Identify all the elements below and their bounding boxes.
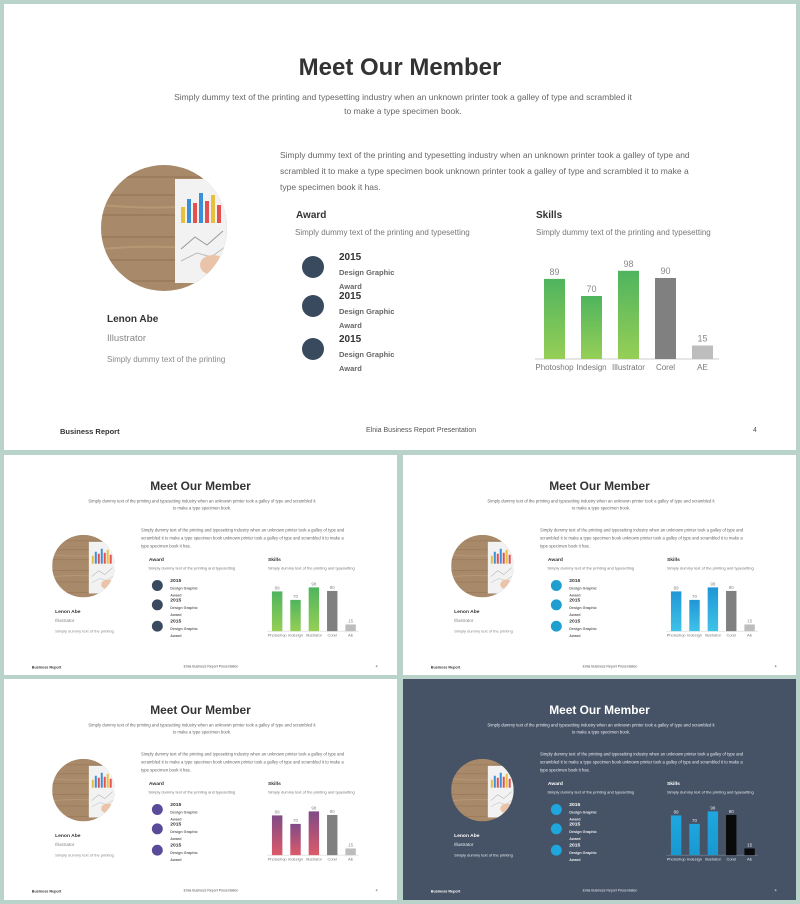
- award-year: 2015: [170, 842, 182, 849]
- award-year: 2015: [339, 291, 362, 302]
- award-label: Design Graphic Award: [170, 605, 198, 617]
- category-label: Photoshop: [666, 856, 686, 862]
- member-name: Lenon Abe: [454, 832, 480, 839]
- member-photo: [52, 535, 115, 598]
- footer-center: Elnia Business Report Presentation: [183, 664, 239, 669]
- footer-center: Elnia Business Report Presentation: [183, 888, 239, 893]
- award-label: Design Graphic Award: [569, 626, 597, 639]
- skills-chart: [529, 254, 729, 376]
- member-name: Lenon Abe: [55, 608, 81, 615]
- category-label: Illustrator: [305, 856, 323, 862]
- award-label: Design Graphic Award: [170, 585, 198, 598]
- member-photo: [52, 759, 115, 822]
- category-label: AE: [746, 632, 753, 638]
- member-name: Lenon Abe: [454, 608, 480, 615]
- slide-content: [403, 679, 796, 900]
- award-label: Design Graphic Award: [170, 809, 198, 822]
- slide-title: Meet Our Member: [298, 54, 502, 81]
- bar-value-label: 89: [673, 585, 679, 591]
- footer-center: Elnia Business Report Presentation: [582, 888, 638, 893]
- member-photo: [451, 759, 514, 822]
- category-label: Indesign: [288, 856, 303, 862]
- bar-value-label: 15: [348, 842, 354, 848]
- page-number: 4: [774, 664, 777, 669]
- skills-heading: Skills: [536, 210, 563, 221]
- bar-ae: [345, 624, 355, 631]
- bar-value-label: 90: [660, 266, 671, 276]
- category-label: Indesign: [576, 363, 607, 372]
- slide-subtitle: Simply dummy text of the printing and typesetting industry when an unknown printer took a galley of type and scrambled it to make a type specimen book.: [88, 722, 316, 735]
- footer-left: Business Report: [31, 664, 62, 670]
- bar-illustrator: [618, 271, 639, 359]
- slide-title: Meet Our Member: [549, 703, 650, 718]
- award-dot: [302, 295, 324, 317]
- slide-subtitle: Simply dummy text of the printing and typesetting industry when an unknown printer took a galley of type and scrambled it to make a type specimen book.: [88, 498, 316, 511]
- award-year: 2015: [569, 842, 581, 849]
- bar-value-label: 15: [747, 618, 753, 624]
- intro-paragraph: Simply dummy text of the printing and typesetting industry when an unknown printer took a galley of type and scrambled it to make a type specimen book unknown printer took a galley of type and scrambled it to make a type specimen book it has.: [140, 751, 345, 773]
- award-dot: [152, 580, 163, 591]
- bar-illustrator: [708, 587, 718, 631]
- bar-value-label: 89: [673, 809, 679, 815]
- award-label: Design Graphic Award: [569, 605, 597, 617]
- bar-photoshop: [544, 279, 565, 359]
- bar-ae: [345, 848, 355, 855]
- member-photo: [451, 535, 514, 598]
- award-heading: Award: [547, 557, 563, 563]
- category-label: Corel: [327, 632, 337, 638]
- bar-value-label: 90: [728, 584, 734, 590]
- award-heading: Award: [148, 557, 164, 563]
- skills-description: Simply dummy text of the printing and typesetting: [267, 790, 355, 795]
- award-year: 2015: [569, 821, 581, 827]
- slide-title: Meet Our Member: [150, 703, 251, 718]
- slide-title: Meet Our Member: [150, 479, 251, 494]
- slide-content: [403, 455, 796, 675]
- slide-content: [4, 679, 397, 900]
- member-description: Simply dummy text of the printing: [454, 853, 513, 858]
- bar-ae: [744, 624, 754, 631]
- member-role: Illustrator: [55, 618, 75, 624]
- bar-value-label: 98: [311, 581, 317, 587]
- award-label: Design Graphic Award: [170, 850, 198, 863]
- bar-corel: [726, 815, 736, 855]
- member-role: Illustrator: [55, 842, 75, 848]
- skills-chart: [265, 579, 364, 640]
- footer-center: Elnia Business Report Presentation: [366, 427, 477, 434]
- bar-value-label: 89: [274, 585, 280, 591]
- category-label: AE: [746, 856, 753, 862]
- member-description: Simply dummy text of the printing: [454, 629, 513, 634]
- member-role: Illustrator: [454, 618, 474, 624]
- category-label: AE: [347, 632, 354, 638]
- intro-paragraph: Simply dummy text of the printing and typesetting industry when an unknown printer took a galley of type and scrambled it to make a type specimen book unknown printer took a galley of type and scrambled it to make a type specimen book it has.: [539, 751, 744, 773]
- footer-left: Business Report: [430, 664, 461, 670]
- bar-value-label: 89: [274, 809, 280, 815]
- member-description: Simply dummy text of the printing: [55, 629, 114, 634]
- award-label: Design Graphic Award: [339, 307, 395, 330]
- award-dot: [152, 845, 163, 856]
- footer-left: Business Report: [60, 427, 120, 436]
- bar-indesign: [581, 296, 602, 359]
- category-label: Illustrator: [704, 632, 722, 638]
- bar-corel: [327, 815, 337, 855]
- skills-description: Simply dummy text of the printing and typesetting: [536, 228, 711, 237]
- award-dot: [551, 621, 562, 632]
- skills-description: Simply dummy text of the printing and typesetting: [666, 790, 754, 795]
- page-number: 4: [774, 888, 777, 893]
- award-year: 2015: [569, 597, 581, 603]
- category-label: Photoshop: [267, 632, 287, 638]
- footer-center: Elnia Business Report Presentation: [582, 664, 638, 669]
- award-label: Design Graphic Award: [170, 626, 198, 639]
- page-number: 4: [753, 427, 757, 434]
- category-label: Illustrator: [305, 632, 323, 638]
- member-role: Illustrator: [107, 333, 147, 344]
- skills-heading: Skills: [666, 557, 680, 563]
- skills-heading: Skills: [267, 557, 281, 563]
- skills-description: Simply dummy text of the printing and typesetting: [666, 566, 754, 571]
- award-description: Simply dummy text of the printing and typesetting: [148, 566, 236, 571]
- bar-value-label: 98: [311, 805, 317, 811]
- bar-photoshop: [671, 591, 681, 631]
- award-year: 2015: [170, 821, 182, 827]
- award-label: Design Graphic Award: [170, 829, 198, 841]
- slide-content: [4, 455, 397, 675]
- award-dot: [152, 804, 163, 815]
- category-label: Corel: [726, 856, 736, 862]
- award-label: Design Graphic Award: [569, 809, 597, 822]
- category-label: Corel: [655, 363, 676, 372]
- category-label: Corel: [726, 632, 736, 638]
- award-dot: [152, 621, 163, 632]
- award-year: 2015: [170, 597, 182, 603]
- footer-left: Business Report: [430, 888, 461, 894]
- award-label: Design Graphic Award: [569, 829, 597, 841]
- bar-corel: [327, 591, 337, 631]
- bar-corel: [726, 591, 736, 631]
- award-description: Simply dummy text of the printing and typesetting: [295, 228, 470, 237]
- intro-paragraph: Simply dummy text of the printing and typesetting industry when an unknown printer took a galley of type and scrambled it to make a type specimen book unknown printer took a galley of type and scrambled it to make a type specimen book it has.: [140, 527, 345, 549]
- bar-value-label: 15: [747, 842, 753, 848]
- category-label: Photoshop: [267, 856, 287, 862]
- bar-value-label: 15: [697, 333, 708, 344]
- award-year: 2015: [569, 578, 581, 584]
- slide-variant-purple: [4, 679, 397, 900]
- category-label: Indesign: [687, 632, 702, 638]
- member-role: Illustrator: [454, 842, 474, 848]
- slide-title: Meet Our Member: [549, 479, 650, 494]
- slide-content: [4, 4, 796, 450]
- bar-illustrator: [309, 811, 319, 855]
- award-dot: [551, 804, 562, 815]
- member-name: Lenon Abe: [55, 832, 81, 839]
- slide-subtitle: Simply dummy text of the printing and typesetting industry when an unknown printer took a galley of type and scrambled it to make a type specimen book.: [487, 722, 715, 735]
- bar-indesign: [689, 824, 699, 855]
- bar-indesign: [290, 824, 300, 855]
- bar-illustrator: [708, 811, 718, 855]
- bar-ae: [744, 848, 754, 855]
- award-year: 2015: [569, 802, 581, 808]
- award-heading: Award: [148, 781, 164, 787]
- award-dot: [302, 256, 324, 278]
- bar-value-label: 90: [329, 808, 335, 814]
- page-number: 4: [375, 664, 378, 669]
- category-label: Illustrator: [612, 363, 645, 372]
- intro-paragraph: Simply dummy text of the printing and typesetting industry when an unknown printer took a galley of type and scrambled it to make a type specimen book unknown printer took a galley of type and scrambled it to make a type specimen book it has.: [539, 527, 744, 549]
- award-dot: [152, 823, 163, 834]
- page-number: 4: [375, 888, 378, 893]
- category-label: Photoshop: [666, 632, 686, 638]
- award-year: 2015: [170, 802, 182, 808]
- bar-photoshop: [272, 591, 282, 631]
- award-label: Design Graphic Award: [569, 585, 597, 598]
- category-label: Indesign: [288, 632, 303, 638]
- award-year: 2015: [170, 618, 182, 625]
- bar-value-label: 98: [710, 581, 716, 587]
- award-heading: Award: [547, 781, 563, 787]
- member-description: Simply dummy text of the printing: [107, 355, 226, 364]
- category-label: Indesign: [687, 856, 702, 862]
- skills-description: Simply dummy text of the printing and typesetting: [267, 566, 355, 571]
- award-dot: [551, 823, 562, 834]
- bar-value-label: 70: [293, 593, 299, 599]
- award-dot: [551, 845, 562, 856]
- bar-photoshop: [272, 815, 282, 855]
- slide-variant-dark: [403, 679, 796, 900]
- bar-value-label: 70: [586, 284, 597, 294]
- slide-variant-blue: [403, 455, 796, 675]
- bar-value-label: 98: [710, 805, 716, 811]
- skills-chart: [664, 579, 763, 640]
- slide-main: [4, 4, 796, 450]
- award-label: Design Graphic Award: [339, 268, 395, 291]
- member-photo: [101, 165, 227, 291]
- bar-value-label: 70: [692, 817, 698, 823]
- award-dot: [302, 338, 324, 360]
- award-heading: Award: [296, 210, 327, 221]
- award-label: Design Graphic Award: [569, 850, 597, 863]
- award-year: 2015: [339, 252, 362, 263]
- slide-variant-green: [4, 455, 397, 675]
- bar-value-label: 70: [293, 817, 299, 823]
- category-label: Corel: [327, 856, 337, 862]
- bar-illustrator: [309, 587, 319, 631]
- bar-indesign: [689, 600, 699, 631]
- bar-value-label: 15: [348, 618, 354, 624]
- skills-chart: [664, 803, 763, 864]
- award-dot: [551, 580, 562, 591]
- slide-subtitle: Simply dummy text of the printing and typesetting industry when an unknown printer took a galley of type and scrambled it to make a type specimen book.: [174, 92, 632, 116]
- bar-ae: [692, 346, 713, 360]
- skills-heading: Skills: [666, 781, 680, 787]
- category-label: Illustrator: [704, 856, 722, 862]
- award-year: 2015: [569, 618, 581, 625]
- intro-paragraph: Simply dummy text of the printing and typesetting industry when an unknown printer took a galley of type and scrambled it to make a type specimen book unknown printer took a galley of type and scrambled it to make a type specimen book it has.: [280, 150, 690, 192]
- bar-photoshop: [671, 815, 681, 855]
- award-description: Simply dummy text of the printing and typesetting: [547, 790, 635, 795]
- award-dot: [152, 599, 163, 610]
- bar-value-label: 98: [623, 258, 634, 269]
- skills-heading: Skills: [267, 781, 281, 787]
- category-label: Photoshop: [535, 363, 574, 372]
- award-description: Simply dummy text of the printing and typesetting: [148, 790, 236, 795]
- award-year: 2015: [170, 578, 182, 584]
- member-description: Simply dummy text of the printing: [55, 853, 114, 858]
- award-year: 2015: [339, 334, 362, 345]
- bar-value-label: 90: [728, 808, 734, 814]
- skills-chart: [265, 803, 364, 864]
- award-dot: [551, 599, 562, 610]
- footer-left: Business Report: [31, 888, 62, 894]
- bar-value-label: 70: [692, 593, 698, 599]
- bar-value-label: 90: [329, 584, 335, 590]
- bar-indesign: [290, 600, 300, 631]
- bar-value-label: 89: [549, 266, 560, 277]
- award-label: Design Graphic Award: [339, 350, 395, 373]
- bar-corel: [655, 278, 676, 359]
- slide-subtitle: Simply dummy text of the printing and typesetting industry when an unknown printer took a galley of type and scrambled it to make a type specimen book.: [487, 498, 715, 511]
- member-name: Lenon Abe: [107, 314, 159, 325]
- category-label: AE: [347, 856, 354, 862]
- award-description: Simply dummy text of the printing and typesetting: [547, 566, 635, 571]
- category-label: AE: [697, 363, 708, 372]
